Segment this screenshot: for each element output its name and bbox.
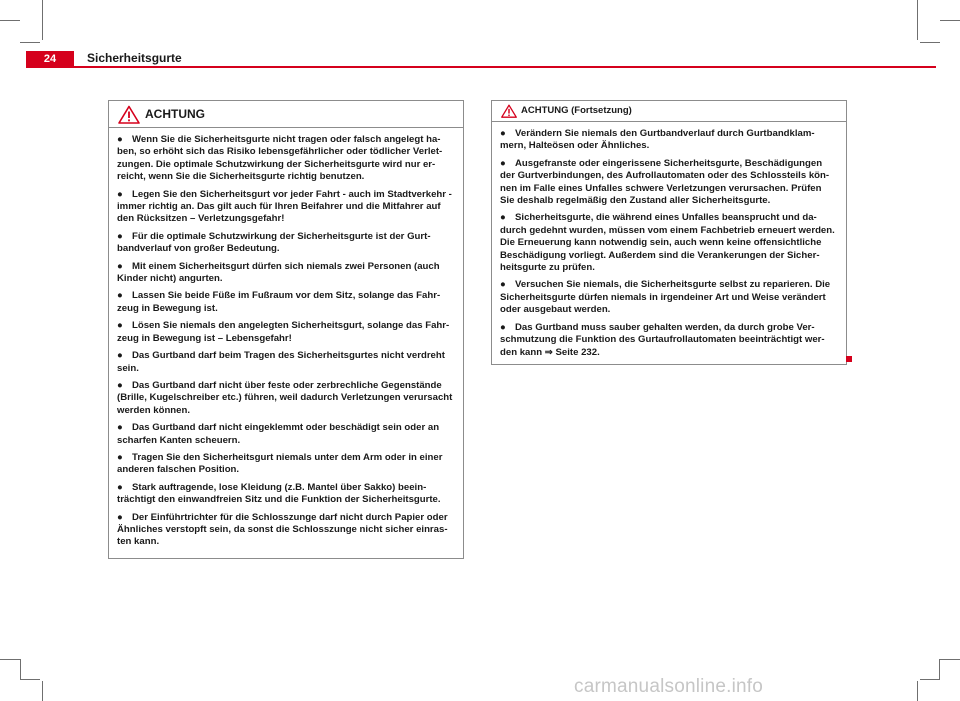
warning-triangle-icon	[118, 105, 140, 124]
warning-bullet	[117, 189, 455, 226]
warning-bullet	[117, 512, 455, 549]
crop-mark	[920, 42, 940, 43]
warning-box-header	[109, 101, 463, 128]
warning-bullet	[500, 128, 838, 153]
crop-mark	[42, 0, 43, 20]
crop-mark	[0, 20, 20, 21]
page-header	[26, 51, 936, 68]
warning-text: Das Gurtband darf nicht über feste oder zerbrechliche Gegenstände (Brille, Kugelschreiber etc.) führen, weil dadurch Verletzungen verursacht werden können.	[117, 379, 453, 416]
bullet-marker: ●	[117, 260, 123, 272]
crop-mark	[20, 42, 40, 43]
crop-mark	[42, 20, 43, 40]
bullet-marker: ●	[500, 212, 506, 224]
warning-text: Das Gurtband muss sauber gehalten werden, da durch grobe Ver-schmutzung die Funktion des Gurtaufrollautomaten beeinträchtigt wer-den kann	[500, 321, 825, 358]
bullet-marker: ●	[117, 422, 123, 434]
crop-mark	[940, 659, 960, 660]
warning-bullet	[500, 279, 838, 316]
crop-mark	[917, 681, 918, 701]
crop-mark	[20, 679, 40, 680]
warning-bullet	[117, 380, 455, 417]
bullet-marker: ●	[500, 128, 506, 139]
bullet-marker: ●	[117, 230, 123, 242]
bullet-marker: ●	[117, 511, 123, 523]
warning-text: Ausgefranste oder eingerissene Sicherheitsgurte, Beschädigungen der Gurtverbindungen, des Aufrollautomaten oder des Schlossteils kön-nen im Falle eines Unfalles schwere Verletzungen verursachen. Prüfen Sie deshalb regelmäßig den Zustand aller Sicherheitsgurte.	[500, 157, 830, 207]
bullet-marker: ●	[500, 321, 506, 333]
bullet-marker: ●	[117, 379, 123, 391]
section-title: Sicherheitsgurte	[87, 51, 182, 65]
header-rule	[74, 66, 936, 68]
bullet-marker: ●	[500, 157, 506, 169]
crop-mark	[0, 659, 20, 660]
warning-text: Lösen Sie niemals den angelegten Sicherheitsgurt, solange das Fahr-zeug in Bewegung ist – Lebensgefahr!	[117, 320, 450, 344]
bullet-marker: ●	[117, 481, 123, 493]
warning-text: Versuchen Sie niemals, die Sicherheitsgurte selbst zu reparieren. Die Sicherheitsgurte dürfen niemals in irgendeiner Art und Weise verändert oder ausgebaut werden.	[500, 279, 831, 316]
warning-box-body	[109, 128, 463, 560]
warning-bullet	[117, 452, 455, 477]
warning-bullet	[117, 290, 455, 315]
bullet-marker: ●	[117, 188, 123, 200]
warning-text: Verändern Sie niemals den Gurtbandverlauf durch Gurtbandklam-mern, Halteösen oder Ähnliches.	[500, 128, 815, 152]
bullet-marker: ●	[500, 279, 506, 291]
warning-bullet	[117, 350, 455, 375]
warning-bullet	[500, 158, 838, 208]
crop-mark	[940, 20, 960, 21]
warning-box-achtung	[108, 100, 464, 559]
warning-bullet	[117, 422, 455, 447]
page-number: 24	[26, 51, 74, 68]
bullet-marker: ●	[117, 350, 123, 362]
warning-text: Der Einführtrichter für die Schlosszunge darf nicht durch Papier oder Ähnliches verstopft sein, da sonst die Schlosszunge nicht sicher einras-ten kann.	[117, 511, 448, 548]
page-reference-link[interactable]: ⇒ Seite 232	[544, 346, 598, 358]
warning-box-header	[492, 101, 846, 122]
warning-text: Das Gurtband darf beim Tragen des Sicherheitsgurtes nicht verdreht sein.	[117, 350, 445, 374]
warning-text: Mit einem Sicherheitsgurt dürfen sich niemals zwei Personen (auch Kinder nicht) angurten.	[117, 260, 440, 285]
warning-bullet	[117, 320, 455, 345]
warning-bullet	[500, 322, 838, 359]
crop-mark	[42, 681, 43, 701]
warning-text: Wenn Sie die Sicherheitsgurte nicht tragen oder falsch angelegt ha-ben, so erhöht sich das Risiko lebensgefährlicher oder tödlicher Verlet-zungen. Die optimale Schutzwirkung der Sicherheitsgurte wird nur er-reicht, wenn Sie die Sicherheitsgurte richtig benutzen.	[117, 134, 443, 183]
warning-box-title: ACHTUNG	[145, 107, 205, 121]
warning-bullet	[117, 231, 455, 256]
warning-text: Stark auftragende, lose Kleidung (z.B. Mantel über Sakko) beein-trächtigt den einwandfreien Sitz und die Funktion der Sicherheitsgurte.	[117, 481, 441, 506]
sentence-end: .	[597, 346, 600, 358]
bullet-marker: ●	[117, 451, 123, 463]
crop-mark	[917, 20, 918, 40]
warning-bullet	[117, 134, 455, 184]
warning-text: Legen Sie den Sicherheitsgurt vor jeder Fahrt - auch im Stadtverkehr - immer richtig an. Das gilt auch für Ihren Beifahrer und die Mitfahrer auf den Rücksitzen – Verletzungsgefahr!	[117, 188, 452, 225]
bullet-marker: ●	[117, 134, 123, 145]
warning-bullet	[117, 261, 455, 286]
warning-box-title: ACHTUNG (Fortsetzung)	[521, 105, 632, 116]
crop-mark	[920, 679, 940, 680]
bullet-marker: ●	[117, 290, 123, 302]
warning-text: Lassen Sie beide Füße im Fußraum vor dem Sitz, solange das Fahr-zeug in Bewegung ist.	[117, 290, 441, 314]
warning-triangle-icon	[501, 104, 517, 118]
watermark: carmanualsonline.info	[574, 676, 764, 697]
warning-text: Tragen Sie den Sicherheitsgurt niemals unter dem Arm oder in einer anderen falschen Position.	[117, 451, 443, 476]
bullet-marker: ●	[117, 320, 123, 332]
crop-mark	[939, 659, 940, 679]
warning-box-achtung-continued	[491, 100, 847, 365]
warning-text: Sicherheitsgurte, die während eines Unfalles beansprucht und da-durch gedehnt wurden, müssen vom einem Fachbetrieb erneuert werden. Die Erneuerung kann notwendig sein, auch wenn keine offensichtliche Beschädigung vorliegt. Außerdem sind die Verankerungen der Sicher-heitsgurte zu prüfen.	[500, 212, 835, 274]
warning-bullet	[117, 482, 455, 507]
crop-mark	[20, 659, 21, 679]
warning-box-body	[492, 122, 846, 370]
warning-text: Für die optimale Schutzwirkung der Sicherheitsgurte ist der Gurt-bandverlauf von großer Bedeutung.	[117, 230, 431, 255]
crop-mark	[917, 0, 918, 20]
section-end-marker	[846, 356, 852, 362]
warning-bullet	[500, 212, 838, 274]
warning-text: Das Gurtband darf nicht eingeklemmt oder beschädigt sein oder an scharfen Kanten scheuern.	[117, 422, 440, 446]
